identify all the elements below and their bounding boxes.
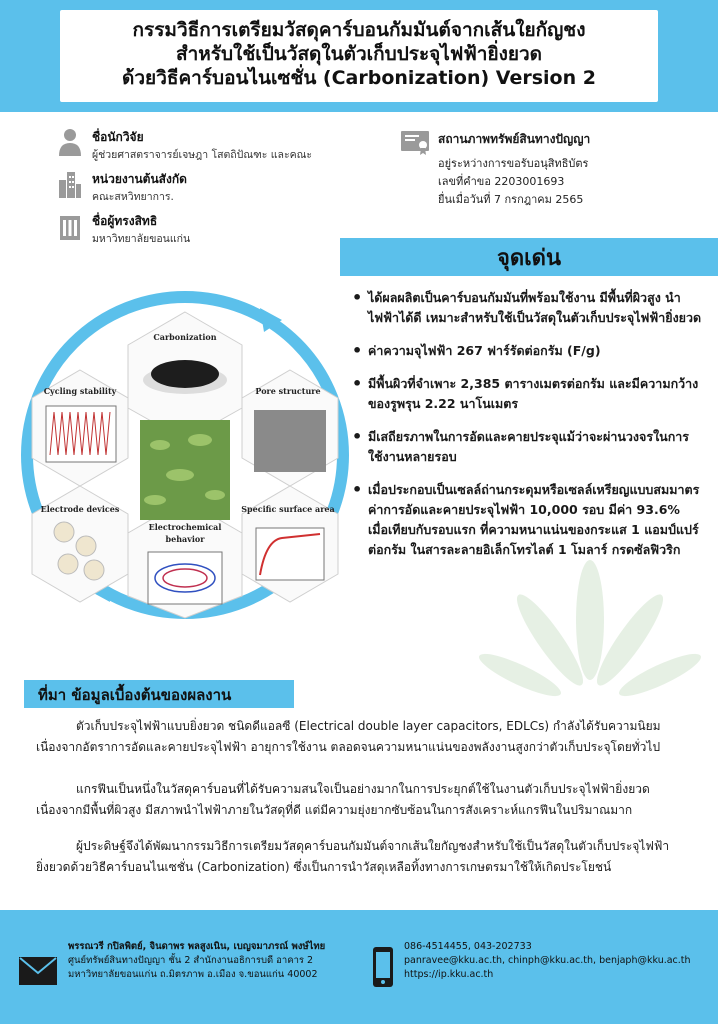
list-item: • ได้ผลผลิตเป็นคาร์บอนกัมมันที่พร้อมใช้งาน มีพื้นที่ผิวสูง นำไฟฟ้าได้ดี เหมาะสำหรับใช้เป็นวัสดุในตัวเก็บประจุไฟฟ้ายิ่งยวด xyxy=(352,288,702,328)
label-surface-area: Specific surface area xyxy=(241,504,335,514)
institution-icon xyxy=(58,212,82,240)
list-item: • ค่าความจุไฟฟ้า 267 ฟาร์รัดต่อกรัม (F/g) xyxy=(352,341,702,361)
owner-info xyxy=(58,212,378,252)
highlights-list xyxy=(352,288,702,573)
buildings-icon xyxy=(58,170,82,198)
unit-value: คณะสหวิทยาการ. xyxy=(92,191,174,203)
ip-status-label: สถานภาพทรัพย์สินทางปัญญา xyxy=(438,132,591,146)
background-paragraph-3 xyxy=(36,836,696,878)
unit-label: หน่วยงานต้นสังกัด xyxy=(92,172,187,186)
list-item: • มีพื้นผิวที่จำเพาะ 2,385 ตารางเมตรต่อกรัม และมีความกว้างของรูพรุน 2.22 นาโนเมตร xyxy=(352,374,702,414)
footer-office: ศูนย์ทรัพย์สินทางปัญญา ชั้น 2 สำนักงานอธิการบดี อาคาร 2 xyxy=(68,955,314,966)
footer-website: https://ip.kku.ac.th xyxy=(404,969,494,980)
ip-application-number: เลขที่คำขอ 2203001693 xyxy=(438,175,565,188)
certificate-icon xyxy=(400,130,430,156)
sem-image xyxy=(254,410,326,472)
footer xyxy=(0,910,718,1024)
title-band xyxy=(0,0,718,112)
list-item: • เมื่อประกอบเป็นเซลล์ถ่านกระดุมหรือเซลล์เหรียญแบบสมมาตร ค่าการอัดและคายประจุไฟฟ้า 10,000 รอบ มีค่า 93.6% เมื่อเทียบกับรอบแรก ที่ความหนาแน่นของกระแส 1 แอมป์แปร์ต่อกรัม ในสารละลายอิเล็กโทรไลต์ 1 โมลาร์ กรดซัลฟิวริก xyxy=(352,480,702,560)
research-cycle-diagram xyxy=(20,290,350,620)
paragraph-text: แกรฟีนเป็นหนึ่งในวัสดุคาร์บอนที่ได้รับความสนใจเป็นอย่างมากในการประยุกต์ใช้ในงานตัวเก็บประจุไฟฟ้ายิ่งยวด เนื่องจากมีพื้นที่ผิวสูง มีสภาพนำไฟฟ้าภายในวัสดุที่ดี แต่มีความยุ่งยากซับซ้อนในการสังเคราะห์แกรฟีนในปริมาณมาก xyxy=(36,782,650,817)
page-title-line-2: สำหรับใช้เป็นวัสดุในตัวเก็บประจุไฟฟ้ายิ่งยวด xyxy=(176,43,542,65)
mail-icon xyxy=(18,956,58,986)
label-cycling-stability: Cycling stability xyxy=(43,386,117,396)
owner-label: ชื่อผู้ทรงสิทธิ xyxy=(92,214,158,228)
page-title-line-3: ด้วยวิธีคาร์บอนไนเซชั่น (Carbonization) Version 2 xyxy=(122,67,596,89)
researcher-label: ชื่อนักวิจัย xyxy=(92,130,144,144)
highlights-header xyxy=(340,238,718,276)
highlights-title: จุดเด่น xyxy=(496,246,562,271)
paragraph-text: ผู้ประดิษฐ์จึงได้พัฒนากรรมวิธีการเตรียมวัสดุคาร์บอนกัมมันต์จากเส้นใยกัญชงสำหรับใช้เป็นวัสดุในตัวเก็บประจุไฟฟ้ายิ่งยวดด้วยวิธีคาร์บอนไนเซชั่น (Carbonization) ซึ่งเป็นการนำวัสดุเหลือทิ้งทางการเกษตรมาใช้ให้เกิดประโยชน์ xyxy=(36,839,670,874)
owner-value: มหาวิทยาลัยขอนแก่น xyxy=(92,233,191,245)
phone-icon xyxy=(372,946,394,988)
label-carbonization: Carbonization xyxy=(153,332,217,342)
researcher-value: ผู้ช่วยศาสตราจารย์เจษฎา โสตถิปัณฑะ และคณะ xyxy=(92,149,313,161)
ip-status-line: อยู่ระหว่างการขอรับอนุสิทธิบัตร xyxy=(438,157,589,170)
background-paragraph-1 xyxy=(36,716,696,758)
paragraph-text: ตัวเก็บประจุไฟฟ้าแบบยิ่งยวด ชนิดดีแอลซี (Electrical double layer capacitors, EDLCs) กำลังได้รับความนิยม เนื่องจากอัตราการอัดและคายประจุไฟฟ้า อายุการใช้งาน ตลอดจนความหนาแน่นของพลังงานสูงกว่าตัวเก็บประจุโดยทั่วไป xyxy=(36,719,661,754)
person-icon xyxy=(58,128,82,156)
label-electrochemical: Electrochemical xyxy=(148,522,222,532)
ip-status xyxy=(400,130,700,210)
background-header xyxy=(24,680,294,708)
background-paragraph-2 xyxy=(36,779,696,821)
background-title: ที่มา ข้อมูลเบื้องต้นของผลงาน xyxy=(38,686,232,704)
coin-cell-image xyxy=(54,522,74,542)
footer-phone: 086-4514455, 043-202733 xyxy=(404,941,532,952)
label-electrode-devices: Electrode devices xyxy=(40,504,120,514)
ip-filing-date: ยื่นเมื่อวันที่ 7 กรกฎาคม 2565 xyxy=(438,193,584,206)
title-box xyxy=(60,10,658,102)
page-title-line-1: กรรมวิธีการเตรียมวัสดุคาร์บอนกัมมันต์จากเส้นใยกัญชง xyxy=(132,19,586,41)
footer-emails: panravee@kku.ac.th, chinph@kku.ac.th, benjaph@kku.ac.th xyxy=(404,955,691,966)
researcher-info xyxy=(58,128,378,168)
footer-address: มหาวิทยาลัยขอนแก่น ถ.มิตรภาพ อ.เมือง จ.ขอนแก่น 40002 xyxy=(68,969,318,980)
list-item: • มีเสถียรภาพในการอัดและคายประจุแม้ว่าจะผ่านวงจรในการใช้งานหลายรอบ xyxy=(352,427,702,467)
label-behavior: behavior xyxy=(165,534,205,544)
unit-info xyxy=(58,170,378,210)
footer-staff: พรรณวรี กปิลพิตย์, จินดาพร พลสูงเนิน, เบญจมาภรณ์ พงษ์ไทย xyxy=(68,941,326,952)
cv-plot xyxy=(148,552,222,604)
label-pore-structure: Pore structure xyxy=(255,386,321,396)
